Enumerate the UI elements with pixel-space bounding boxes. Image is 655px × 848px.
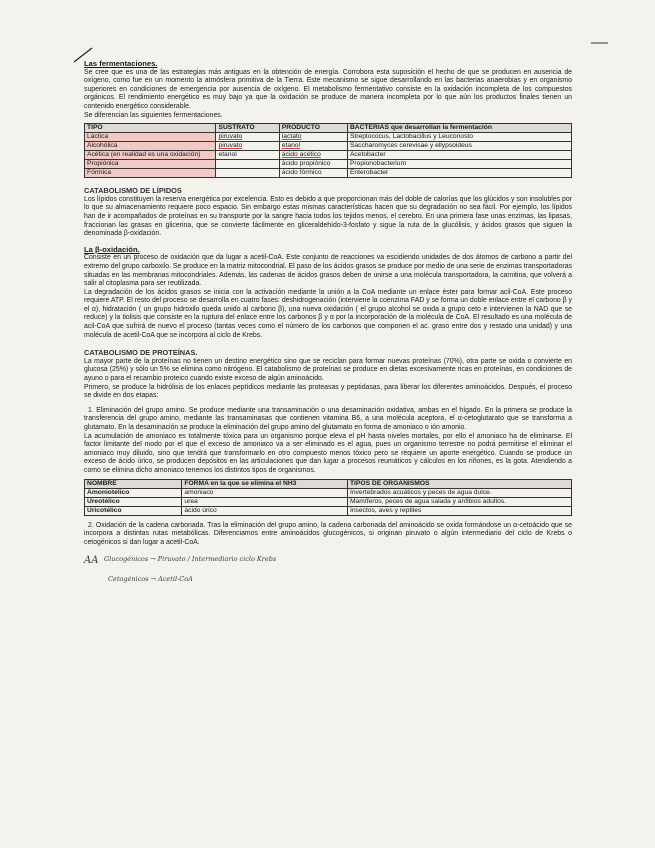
table-cell: Láctica xyxy=(85,133,216,142)
handwritten-notes xyxy=(84,553,572,593)
table-cell xyxy=(216,169,279,178)
table-cell: lactato xyxy=(279,133,347,142)
table-row xyxy=(85,497,572,506)
lipid-text: Los lípidos constituyen la reserva energética por excelencia. Esto es debido a que proporcionan más del doble de calorías que los glúcidos y son insolubles por lo que su almacenamiento requiere poco espacio. Sin embargo estas mismas características hacen que su degradación no sea fácil. Por ejemplo, los lípidos han de ir acompañados de proteínas en su transporte por la sangre hacia todos los tejidos menos, el cerebro. En una primera fase unas enzimas, las lipasas, fraccionan las grasas en glicerina, que se convierte fácilmente en gliceraldehído-3-fosfato y sigue la ruta de la glucólisis, y ácidos grasos que siguen la denominada β-oxidación. xyxy=(84,195,572,238)
table-header-cell: PRODUCTO xyxy=(279,124,347,133)
table-header-cell: BACTERIAS que desarrollan la fermentación xyxy=(347,124,571,133)
lipid-section-title: CATABOLISMO DE LÍPIDOS xyxy=(84,186,182,196)
fermentation-intro: Se cree que es una de las estrategias más antiguas en la obtención de energía. Corrobora esta suposición el hecho de que se producen en ausencia de oxígeno, como fue en un momento la atmósfera primitiva de la Tierra. Este mecanismo se sigue desarrollando en las bacterias anaerobias y en organismo superiores en condiciones de emergencia por ausencia de oxígeno. El metabolismo fermentativo consiste en la oxidación incompleta de los compuestos orgánicos. El rendimiento energético es muy bajo ya que la oxidación se produce de manera incompleta por lo que aún los productos finales tienen un contenido energético considerable. xyxy=(84,68,572,110)
table-row xyxy=(85,160,572,169)
table-cell: ácido acético xyxy=(279,151,347,160)
fermentation-table xyxy=(84,123,572,178)
table-row xyxy=(85,488,572,497)
table-header-cell: FORMA en la que se elimina el NH3 xyxy=(182,479,348,488)
table-row xyxy=(85,151,572,160)
protein-section-title: CATABOLISMO DE PROTEÍNAS. xyxy=(84,348,198,358)
table-cell: urea xyxy=(182,497,348,506)
ammonia-paragraph: La acumulación de amoniaco es totalmente tóxica para un organismo porque eleva el pH hasta niveles mortales, por ello el amoniaco ha de eliminarse. El factor limitante del modo por el que el exceso de amoniaco va a ser eliminado es el agua, pues un organismo terrestre no podrá permitirse el eliminar el amoniaco muy diluido, sino que tendrá que transformarlo en otro compuesto menos tóxico pero se requiere un aporte energético. Cuando se produce un exceso de ácido úrico, se producen depósitos en las articulaciones que dan lugar a procesos reumáticos y cálculos en los riñones, es la gota. Atendiendo a como se elimina dicho amoniaco tenemos los distintos tipos de organismos. xyxy=(84,432,572,474)
table-cell: ácido fórmico xyxy=(279,169,347,178)
table-cell: Streptococus, Lactobacillus y Leuconosto xyxy=(347,133,571,142)
table-cell xyxy=(216,160,279,169)
amino-elimination-item: 1. Eliminación del grupo amino. Se produce mediante una transaminación o una desaminación oxidativa, ambas en el hígado. En la primera se produce la transferencia del grupo amino, mediante las transaminasas que contienen vitamina B6, a una molécula aceptora, el α-cetoglutarato que se transforma a glutamato. En la desaminación se produce la eliminación del grupo amino del glutamato en forma de amoniaco o ión amonio. xyxy=(84,406,572,431)
table-cell: ácido propiónico xyxy=(279,160,347,169)
table-header-cell: TIPOS DE ORGANISMOS xyxy=(347,479,571,488)
carbon-chain-oxidation-item: 2. Oxidación de la cadena carbonada. Tras la eliminación del grupo amino, la cadena carbonada del aminoácido se oxida formándose un α-cetoácido que se incorpora a distintas rutas metabólicas. Diferenciamos entre aminoácidos glucogénicos, si originan piruvato o algún intermediario del ciclo de Krebs o cetogénicos si dan lugar a acetil-CoA. xyxy=(84,521,572,546)
table-cell: Acética (en realidad es una oxidación) xyxy=(85,151,216,160)
handwritten-aa: AA xyxy=(84,555,99,567)
beta-oxidation-title: La β-oxidación. xyxy=(84,244,140,254)
table-cell: Acetobacter xyxy=(347,151,571,160)
beta-oxidation-paragraph-1: Consiste en un proceso de oxidación que da lugar a acetil-CoA. Este conjunto de reacciones va escidiendo unidades de dos átomos de carbono a partir del extremo del grupo carboxilo. Se produce en la matriz mitocondrial. El paso de los ácidos grasos se produce por medio de una serie de enzimas transportadoras situadas en las membranas mitocondriales. Además, las cadenas de ácidos grasos deben de unirse a una molécula transportadora, la carnitina, que volverá a salir al citoplasma para ser reutilizada. xyxy=(84,254,572,288)
table-header-row xyxy=(85,124,572,133)
table-cell: Propiónica xyxy=(85,160,216,169)
table-header-row xyxy=(85,479,572,488)
table-cell: Ureotélico xyxy=(85,497,182,506)
table-cell: Amoniotélico xyxy=(85,488,182,497)
table-cell: Saccharomyces cerevisae y ellypsoideus xyxy=(347,142,571,151)
table-cell: Alcohólica xyxy=(85,142,216,151)
table-cell: ácido úrico xyxy=(182,506,348,515)
protein-paragraph-1: La mayor parte de la proteínas no tienen un destino energético sino que se reciclan para formar nuevas proteínas (70%), otra parte se oxida o convierte en glucosa (25%) y sólo un 5% se elimina como nitrógeno. El catabolismo de proteínas se produce en dietas excesivamente ricas en proteínas, en condiciones de ayuno o para el recambio proteico cuando existe exceso de algún aminoácido. xyxy=(84,357,572,383)
table-header-cell: NOMBRE xyxy=(85,479,182,488)
table-header-cell: SUSTRATO xyxy=(216,124,279,133)
table-cell: etanol xyxy=(216,151,279,160)
table-cell: Propionobacterium xyxy=(347,160,571,169)
fermentation-title: Las fermentaciones. xyxy=(84,59,158,68)
table-cell: Mamíferos, peces de agua salada y anfibios adultos. xyxy=(347,497,571,506)
table-row xyxy=(85,133,572,142)
handwritten-line-2: Cetogénicos → Acetil-CoA xyxy=(108,575,193,584)
table-cell: etanol xyxy=(279,142,347,151)
table-row xyxy=(85,506,572,515)
table-cell: amoniaco xyxy=(182,488,348,497)
document-page xyxy=(84,60,572,593)
handwritten-line-1: Glucogénicos → Piruvato / Intermediario ciclo Krebs xyxy=(104,555,277,564)
table-row xyxy=(85,142,572,151)
table-cell: piruvato xyxy=(216,142,279,151)
table-header-cell: TIPO xyxy=(85,124,216,133)
nitrogen-excretion-table xyxy=(84,479,572,516)
table-cell: Insectos, aves y reptiles xyxy=(347,506,571,515)
table-cell: Invertebrados acuáticos y peces de agua dulce. xyxy=(347,488,571,497)
table-cell: Fórmica xyxy=(85,169,216,178)
margin-dash-mark xyxy=(590,40,610,46)
table-cell: Uricotélico xyxy=(85,506,182,515)
table-row xyxy=(85,169,572,178)
fermentation-intro-2: Se diferencian las siguientes fermentaciones. xyxy=(84,111,223,119)
table-cell: piruvato xyxy=(216,133,279,142)
beta-oxidation-paragraph-2: La degradación de los ácidos grasos se inicia con la activación mediante la unión a la CoA mediante un enlace éster para formar acil-CoA. Este proceso requiere ATP. El resto del proceso se desarrolla en cuatro fases: deshidrogenación (interviene la coenzima FAD y se forma un doble enlace entre el carbono β y el α), hidratación ( un grupo hidroxilo queda unido al carbono β), una nueva oxidación ( el grupo alcohol se oxida a grupo ceto e intervienen la NAD que se reduce) y la tiolisis que consiste en la ruptura del enlace entre los carbonos β y α por la incorporación de la molécula de CoA. El resultado es una molécula de acil-CoA que sufrirá de nuevo el proceso (tantas veces como el número de los carbonos que componen el ac. graso entre dos y restado una unidad) y una molécula de acetil-CoA que se incorpora al ciclo de Krebs. xyxy=(84,288,572,339)
protein-paragraph-2: Primero, se produce la hidrólisis de los enlaces peptídicos mediante las proteasas y peptidasas, para liberar los diferentes aminoácidos. Después, el proceso se divide en dos etapas: xyxy=(84,383,572,400)
table-cell: Enterobacter xyxy=(347,169,571,178)
